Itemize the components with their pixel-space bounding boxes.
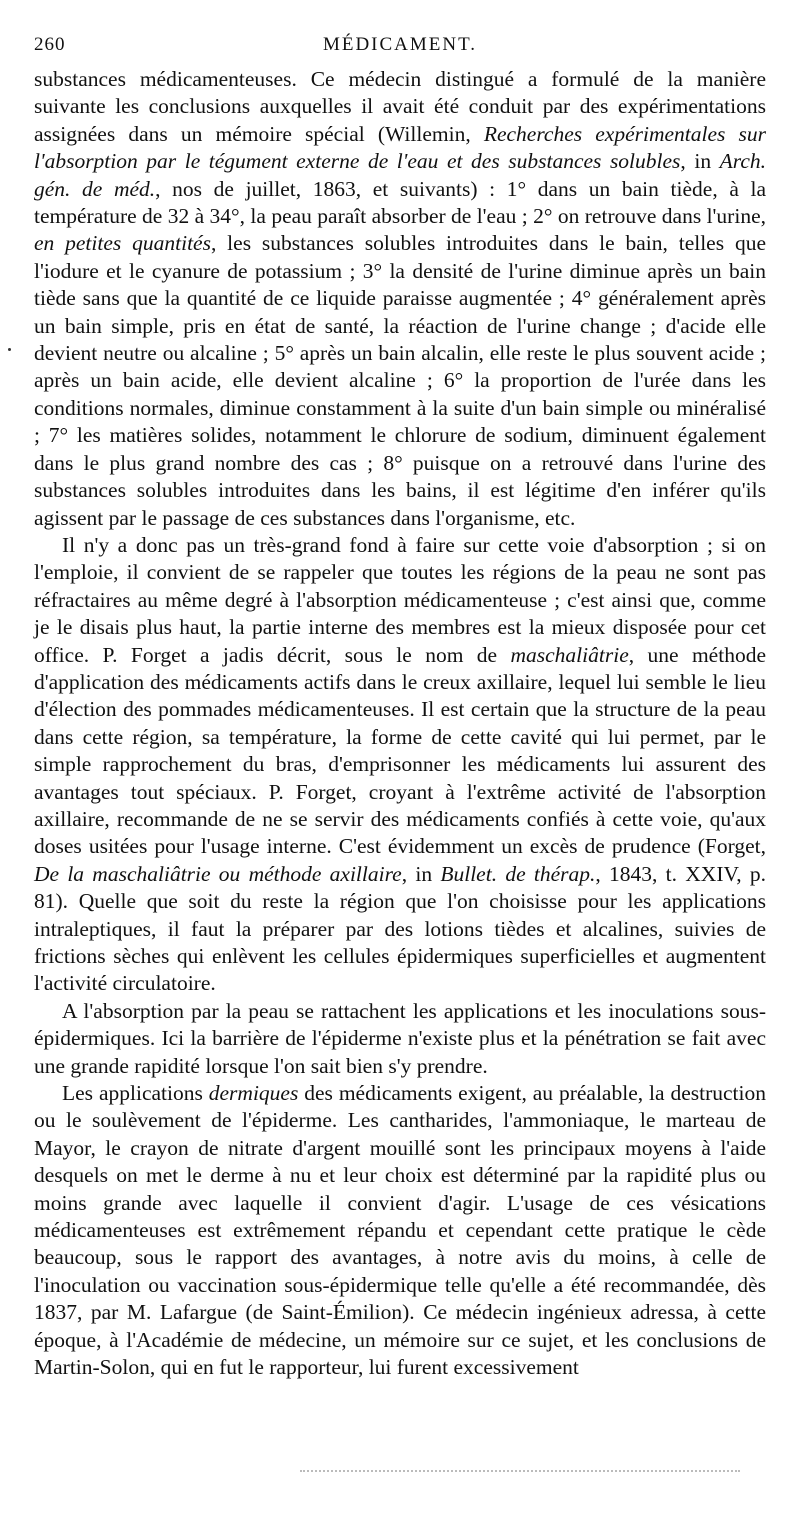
text-run: , les substances solubles introduites dans le bain, telles que l'iodure et le cyanure de potassium ; 3° la densité de l'urine diminue après un bain tiède sans que la quantité de ce liquide paraisse augmentée ; 4° généralement après un bain simple, pris en état de santé, la réaction de l'urine change ; d'acide elle devient neutre ou alcaline ; 5° après un bain alcalin, elle reste le plus souvent acide ; après un bain acide, elle devient alcaline ; 6° la proportion de l'urée dans les conditions normales, diminue constamment à la suite d'un bain simple ou minéralisé ; 7° les matières solides, notamment le chlorure de sodium, diminuent également dans le plus grand nombre des cas ; 8° puisque on a retrouvé dans l'urine des substances solubles introduites dans les bains, il est légitime d'en inférer qu'ils agissent par le passage de ces substances dans l'organisme, etc.	[34, 231, 766, 530]
text-run: , in	[401, 861, 441, 886]
paragraph	[34, 1080, 766, 1381]
paragraph	[34, 998, 766, 1080]
paragraph	[34, 66, 766, 532]
running-title: MÉDICAMENT.	[322, 34, 478, 55]
italic-text: De la maschaliâtrie ou méthode axillaire	[34, 861, 402, 886]
italic-text: Bullet. de thérap.	[440, 861, 596, 886]
text-run: substances médicamenteuses. Ce médecin distingué a formulé de la manière suivante les conclusions auxquelles il avait été conduit par des expérimentations assignées dans un mémoire spécial (Willemin,	[34, 67, 766, 146]
italic-text: dermiques	[208, 1081, 299, 1106]
text-run: , une méthode d'application des médicaments actifs dans le creux axillaire, lequel lui semble le lieu d'élection des pommades médicamenteuses. Il est certain que la structure de la peau dans cette région, sa température, la forme de cette cavité qui lui permet, par le simple rapprochement du bras, d'emprisonner les médicaments lui assurent des avantages tout spéciaux. P. Forget, croyant à l'extrême activité de l'absorption axillaire, recommande de ne se servir des médicaments confiés à cette voie, qu'aux doses usitées pour l'usage interne. C'est évidemment un excès de prudence (Forget,	[34, 642, 766, 859]
italic-text: Recherches expérimentales sur l'absorption par le tégument externe de l'eau et des substances solubles	[34, 121, 766, 174]
text-run: , in	[680, 149, 720, 174]
text-run: des médicaments exigent, au préalable, la destruction ou le soulèvement de l'épiderme. Les cantharides, l'ammoniaque, le marteau de Mayor, le crayon de nitrate d'argent mouillé sont les principaux moyens à l'aide desquels on met le derme à nu et leur choix est déterminé par la rapidité plus ou moins grande avec laquelle il convient d'agir. L'usage de ces vésications médicamenteuses est extrêmement répandu et cependant cette pratique le cède beaucoup, sous le rapport des avantages, à notre avis du moins, à celle de l'inoculation ou vaccination sous-épidermique telle qu'elle a été recommandée, dès 1837, par M. Lafargue (de Saint-Émilion). Ce médecin ingénieux adressa, à cette époque, à l'Académie de médecine, un mémoire sur ce sujet, et les conclusions de Martin-Solon, qui en fut le rapporteur, lui furent excessivement	[34, 1081, 766, 1380]
body-text	[34, 66, 766, 1382]
text-run: , 1843, t. XXIV, p. 81). Quelle que soit du reste la région que l'on choisisse pour les applications intraleptiques, il faut la préparer par des lotions tièdes et alcalines, suivies de frictions sèches qui enlèvent les cellules épidermiques superficielles et augmentent l'activité circulatoire.	[34, 861, 766, 996]
text-run: , nos de juillet, 1863, et suivants) : 1° dans un bain tiède, à la température de 32 à 34°, la peau paraît absorber de l'eau ; 2° on retrouve dans l'urine,	[34, 176, 767, 229]
italic-text: Arch. gén. de méd.	[34, 149, 766, 201]
page-number: 260	[34, 34, 66, 55]
paragraph	[34, 532, 766, 998]
running-head	[34, 30, 766, 60]
italic-text: maschaliâtrie	[510, 642, 629, 667]
margin-mark	[8, 348, 11, 351]
text-run: A l'absorption par la peau se rattachent les applications et les inoculations sous-épidermiques. Ici la barrière de l'épiderme n'existe plus et la pénétration se fait avec une grande rapidité lorsque l'on sait bien s'y prendre.	[34, 998, 766, 1078]
text-run: Il n'y a donc pas un très-grand fond à faire sur cette voie d'absorption ; si on l'emploie, il convient de se rappeler que toutes les régions de la peau ne sont pas réfractaires au même degré à l'absorption médicamenteuse ; c'est ainsi que, comme je le disais plus haut, la partie interne des membres est la mieux disposée pour cet office. P. Forget a jadis décrit, sous le nom de	[34, 532, 766, 667]
text-run: Les applications	[62, 1081, 209, 1106]
italic-text: en petites quantités	[34, 231, 211, 256]
page-bottom-smudge	[300, 1470, 740, 1476]
